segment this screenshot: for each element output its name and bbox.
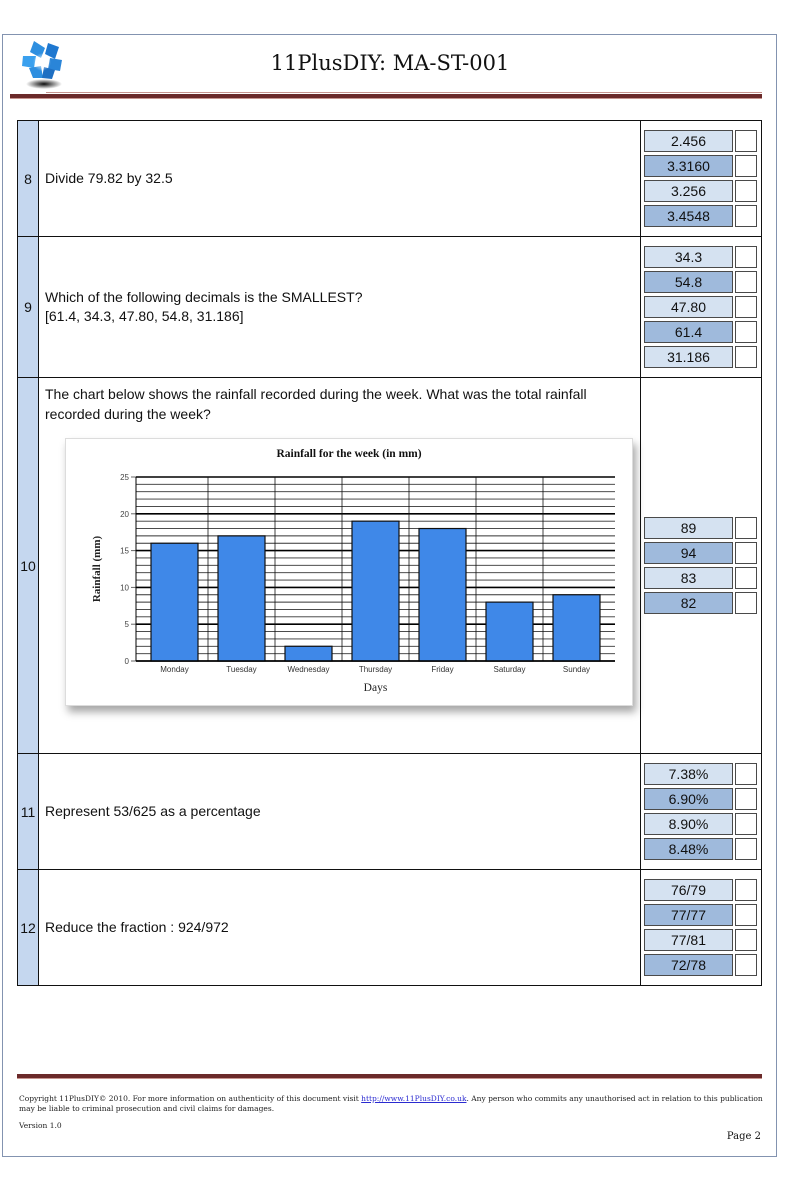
svg-text:0: 0 <box>124 657 129 666</box>
answer-checkbox[interactable] <box>735 346 757 368</box>
answer-options <box>641 378 762 754</box>
answer-option[interactable] <box>644 130 761 152</box>
website-link[interactable]: http://www.11PlusDIY.co.uk <box>361 1094 467 1103</box>
answer-options <box>641 237 762 378</box>
option-label: 77/81 <box>644 929 733 951</box>
answer-checkbox[interactable] <box>735 788 757 810</box>
question-text: Divide 79.82 by 32.5 <box>39 121 641 237</box>
question-number: 10 <box>18 378 39 754</box>
question-row-11 <box>18 754 762 870</box>
page-title: 11PlusDIY: MA-ST-001 <box>270 51 510 75</box>
answer-option[interactable] <box>644 929 761 951</box>
questions-table <box>17 120 762 986</box>
answer-checkbox[interactable] <box>735 813 757 835</box>
option-label: 47.80 <box>644 296 733 318</box>
answer-option[interactable] <box>644 813 761 835</box>
option-label: 94 <box>644 542 733 564</box>
answer-options <box>641 121 762 237</box>
svg-text:5: 5 <box>124 620 129 630</box>
option-label: 3.4548 <box>644 205 733 227</box>
answer-options <box>641 870 762 986</box>
copyright-notice <box>19 1094 764 1114</box>
question-text: The chart below shows the rainfall recorded during the week. What was the total rainfall recorded during the week? <box>45 386 587 422</box>
answer-checkbox[interactable] <box>735 838 757 860</box>
answer-option[interactable] <box>644 205 761 227</box>
option-label: 83 <box>644 567 733 589</box>
answer-option[interactable] <box>644 346 761 368</box>
answer-option[interactable] <box>644 180 761 202</box>
svg-text:15: 15 <box>120 546 129 556</box>
option-label: 3.256 <box>644 180 733 202</box>
question-row-8 <box>18 121 762 237</box>
question-text: Represent 53/625 as a percentage <box>39 754 641 870</box>
question-text-line: Which of the following decimals is the SMALLEST? <box>45 289 363 305</box>
svg-text:Rainfall (mm): Rainfall (mm) <box>91 535 103 603</box>
answer-checkbox[interactable] <box>735 180 757 202</box>
answer-checkbox[interactable] <box>735 567 757 589</box>
svg-text:10: 10 <box>120 583 129 593</box>
question-number: 12 <box>18 870 39 986</box>
answer-checkbox[interactable] <box>735 246 757 268</box>
question-row-9 <box>18 237 762 378</box>
option-label: 7.38% <box>644 763 733 785</box>
chart-plot <box>66 439 632 705</box>
answer-option[interactable] <box>644 567 761 589</box>
svg-text:Wednesday: Wednesday <box>287 665 330 674</box>
answer-checkbox[interactable] <box>735 155 757 177</box>
answer-checkbox[interactable] <box>735 130 757 152</box>
svg-text:Monday: Monday <box>160 665 189 674</box>
svg-text:Saturday: Saturday <box>493 665 526 674</box>
question-cell <box>39 378 641 754</box>
answer-option[interactable] <box>644 838 761 860</box>
answer-option[interactable] <box>644 542 761 564</box>
question-text <box>39 237 641 378</box>
option-label: 34.3 <box>644 246 733 268</box>
option-label: 3.3160 <box>644 155 733 177</box>
option-label: 61.4 <box>644 321 733 343</box>
answer-option[interactable] <box>644 763 761 785</box>
question-values-line: [61.4, 34.3, 47.80, 54.8, 31.186] <box>45 308 244 324</box>
option-label: 8.90% <box>644 813 733 835</box>
answer-checkbox[interactable] <box>735 205 757 227</box>
question-text: Reduce the fraction : 924/972 <box>39 870 641 986</box>
answer-checkbox[interactable] <box>735 929 757 951</box>
svg-text:Tuesday: Tuesday <box>226 665 257 674</box>
answer-option[interactable] <box>644 592 761 614</box>
answer-checkbox[interactable] <box>735 763 757 785</box>
answer-checkbox[interactable] <box>735 879 757 901</box>
option-label: 72/78 <box>644 954 733 976</box>
answer-checkbox[interactable] <box>735 904 757 926</box>
answer-checkbox[interactable] <box>735 321 757 343</box>
answer-checkbox[interactable] <box>735 954 757 976</box>
version-label: Version 1.0 <box>19 1121 62 1130</box>
answer-option[interactable] <box>644 296 761 318</box>
header-rule-thin <box>46 92 762 93</box>
answer-option[interactable] <box>644 517 761 539</box>
answer-option[interactable] <box>644 879 761 901</box>
question-row-12 <box>18 870 762 986</box>
answer-option[interactable] <box>644 904 761 926</box>
option-label: 89 <box>644 517 733 539</box>
answer-option[interactable] <box>644 954 761 976</box>
answer-checkbox[interactable] <box>735 592 757 614</box>
svg-text:Sunday: Sunday <box>562 665 591 674</box>
answer-option[interactable] <box>644 155 761 177</box>
page-number: Page 2 <box>726 1131 761 1142</box>
option-label: 2.456 <box>644 130 733 152</box>
answer-checkbox[interactable] <box>735 271 757 293</box>
svg-text:Friday: Friday <box>431 665 454 674</box>
answer-option[interactable] <box>644 788 761 810</box>
svg-text:Days: Days <box>363 682 388 694</box>
question-number: 8 <box>18 121 39 237</box>
svg-text:25: 25 <box>120 473 129 482</box>
answer-options <box>641 754 762 870</box>
answer-checkbox[interactable] <box>735 517 757 539</box>
copyright-text-suffix: . Any person who commits any unauthorised act in relation to this publication may be liable to criminal prosecution and civil claims for damages. <box>19 1094 763 1113</box>
question-number: 9 <box>18 237 39 378</box>
svg-text:Thursday: Thursday <box>358 665 393 674</box>
question-row-10 <box>18 378 762 754</box>
answer-checkbox[interactable] <box>735 542 757 564</box>
question-number: 11 <box>18 754 39 870</box>
rainfall-bar-chart <box>65 438 633 706</box>
option-label: 76/79 <box>644 879 733 901</box>
chart-title: Rainfall for the week (in mm) <box>276 448 422 460</box>
option-label: 77/77 <box>644 904 733 926</box>
option-label: 31.186 <box>644 346 733 368</box>
option-label: 54.8 <box>644 271 733 293</box>
option-label: 8.48% <box>644 838 733 860</box>
copyright-text: Copyright 11PlusDIY© 2010. For more information on authenticity of this document visit <box>19 1094 362 1103</box>
answer-option[interactable] <box>644 246 761 268</box>
answer-checkbox[interactable] <box>735 296 757 318</box>
svg-text:20: 20 <box>120 509 129 519</box>
footer-rule-thin <box>17 1078 762 1079</box>
option-label: 6.90% <box>644 788 733 810</box>
answer-option[interactable] <box>644 321 761 343</box>
answer-option[interactable] <box>644 271 761 293</box>
header-rule-thin <box>10 98 762 99</box>
option-label: 82 <box>644 592 733 614</box>
